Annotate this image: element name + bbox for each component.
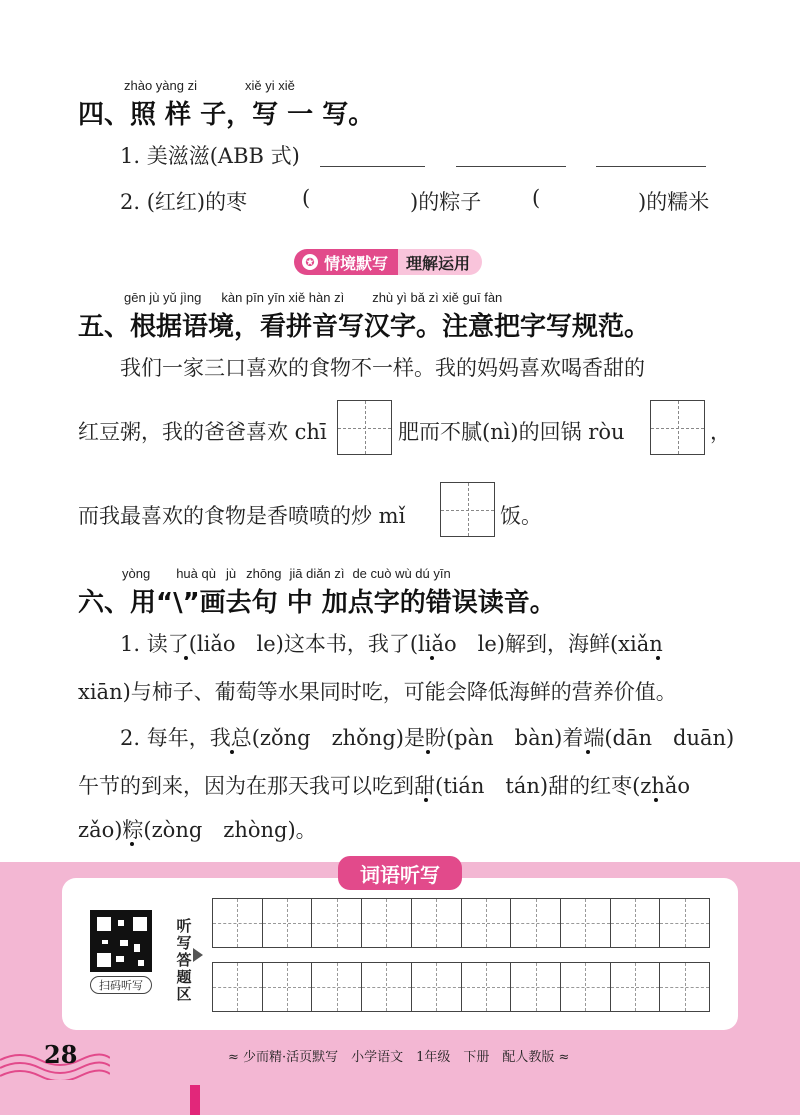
passage-line-2c: ， xyxy=(710,420,731,444)
section-5-title: 五、根据语境，看拼音写汉字。注意把字写规范。 xyxy=(78,312,651,342)
emphasis-dot xyxy=(184,656,188,660)
item-2-line-2: 午节的到来，因为在那天我可以吃到甜(tián tán)甜的红枣(zhǎo xyxy=(78,774,691,798)
item-2-line-1: 2. 每年，我总(zǒng zhǒng)是盼(pàn bàn)着端(dān duān) xyxy=(120,726,735,750)
item-2-part1: 2. (红红)的枣 xyxy=(120,190,248,214)
pinyin-line: gēn jù yǔ jìng kàn pīn yīn xiě hàn zì zhù yì bǎ zì xiě guī fàn xyxy=(124,290,503,305)
emphasis-dot xyxy=(426,750,430,754)
paren-open: ( xyxy=(302,186,311,210)
grid-cell[interactable] xyxy=(561,899,611,947)
passage-line-3a: 而我最喜欢的食物是香喷喷的炒 mǐ xyxy=(78,504,406,528)
blank-line[interactable] xyxy=(320,166,425,167)
item-1-line-2: xiān)与柿子、葡萄等水果同时吃，可能会降低海鲜的营养价值。 xyxy=(78,680,677,704)
emphasis-dot xyxy=(654,798,658,802)
bottom-marker xyxy=(190,1085,200,1115)
answer-area-label: 听写答题区 xyxy=(176,917,192,1003)
section-badge xyxy=(294,249,482,275)
grid-cell[interactable] xyxy=(362,963,412,1011)
dictation-grid-row[interactable] xyxy=(212,898,710,948)
passage-line-3b: 饭。 xyxy=(500,504,542,528)
grid-cell[interactable] xyxy=(312,899,362,947)
pinyin-line: yòng huà qù jù zhōng jiā diǎn zì de cuò wù dú yīn xyxy=(122,566,451,581)
passage-line-2b: 肥而不腻(nì)的回锅 ròu xyxy=(398,420,625,444)
blank-line[interactable] xyxy=(596,166,706,167)
paren-open: ( xyxy=(532,186,541,210)
dictation-grid-row[interactable] xyxy=(212,962,710,1012)
grid-cell[interactable] xyxy=(611,899,661,947)
emphasis-dot xyxy=(430,656,434,660)
emphasis-dot xyxy=(586,750,590,754)
grid-cell[interactable] xyxy=(312,963,362,1011)
qr-code-icon[interactable] xyxy=(90,910,152,972)
item-2-part3: )的糯米 xyxy=(638,190,710,214)
grid-cell[interactable] xyxy=(213,899,263,947)
page-number: 28 xyxy=(44,1040,78,1069)
writing-box[interactable] xyxy=(440,482,495,537)
footer-text: ≈ 少而精·活页默写 小学语文 1年级 下册 配人教版 ≈ xyxy=(228,1050,570,1065)
badge-left xyxy=(294,249,398,275)
emphasis-dot xyxy=(230,750,234,754)
writing-box[interactable] xyxy=(337,400,392,455)
passage-line-2a: 红豆粥，我的爸爸喜欢 chī xyxy=(78,420,327,444)
passage-line-1: 我们一家三口喜欢的食物不一样。我的妈妈喜欢喝香甜的 xyxy=(120,356,645,380)
grid-cell[interactable] xyxy=(660,963,709,1011)
emphasis-dot xyxy=(656,656,660,660)
emphasis-dot xyxy=(424,798,428,802)
writing-box[interactable] xyxy=(650,400,705,455)
grid-cell[interactable] xyxy=(412,899,462,947)
grid-cell[interactable] xyxy=(362,899,412,947)
section-6-title: 六、用“\”画去句 中 加点字的错误读音。 xyxy=(78,588,556,618)
grid-cell[interactable] xyxy=(511,963,561,1011)
grid-cell[interactable] xyxy=(263,899,313,947)
grid-cell[interactable] xyxy=(263,963,313,1011)
item-2-part2: )的粽子 xyxy=(410,190,482,214)
badge-left-label: 情境默写 xyxy=(324,253,389,273)
scan-dictation-label[interactable]: 扫码听写 xyxy=(90,976,152,994)
grid-cell[interactable] xyxy=(213,963,263,1011)
emphasis-dot xyxy=(130,842,134,846)
grid-cell[interactable] xyxy=(462,963,512,1011)
grid-cell[interactable] xyxy=(462,899,512,947)
item-2-line-3: zǎo)粽(zòng zhòng)。 xyxy=(78,818,317,842)
medal-icon: ✪ xyxy=(302,254,318,270)
grid-cell[interactable] xyxy=(660,899,709,947)
dictation-tab: 词语听写 xyxy=(338,856,462,890)
badge-right-label: 理解运用 xyxy=(406,253,471,273)
blank-line[interactable] xyxy=(456,166,566,167)
badge-right xyxy=(398,249,482,275)
pinyin-line: zhào yàng zi xiě yi xiě xyxy=(124,78,295,93)
section-4-title: 四、照 样 子，写 一 写。 xyxy=(78,100,375,130)
grid-cell[interactable] xyxy=(561,963,611,1011)
arrow-right-icon xyxy=(193,948,203,962)
grid-cell[interactable] xyxy=(511,899,561,947)
item-1-label: 1. 美滋滋(ABB 式) xyxy=(120,144,300,168)
grid-cell[interactable] xyxy=(611,963,661,1011)
grid-cell[interactable] xyxy=(412,963,462,1011)
item-1-line-1: 1. 读了(liǎo le)这本书，我了(liǎo le)解到，海鲜(xiǎn xyxy=(120,632,663,656)
